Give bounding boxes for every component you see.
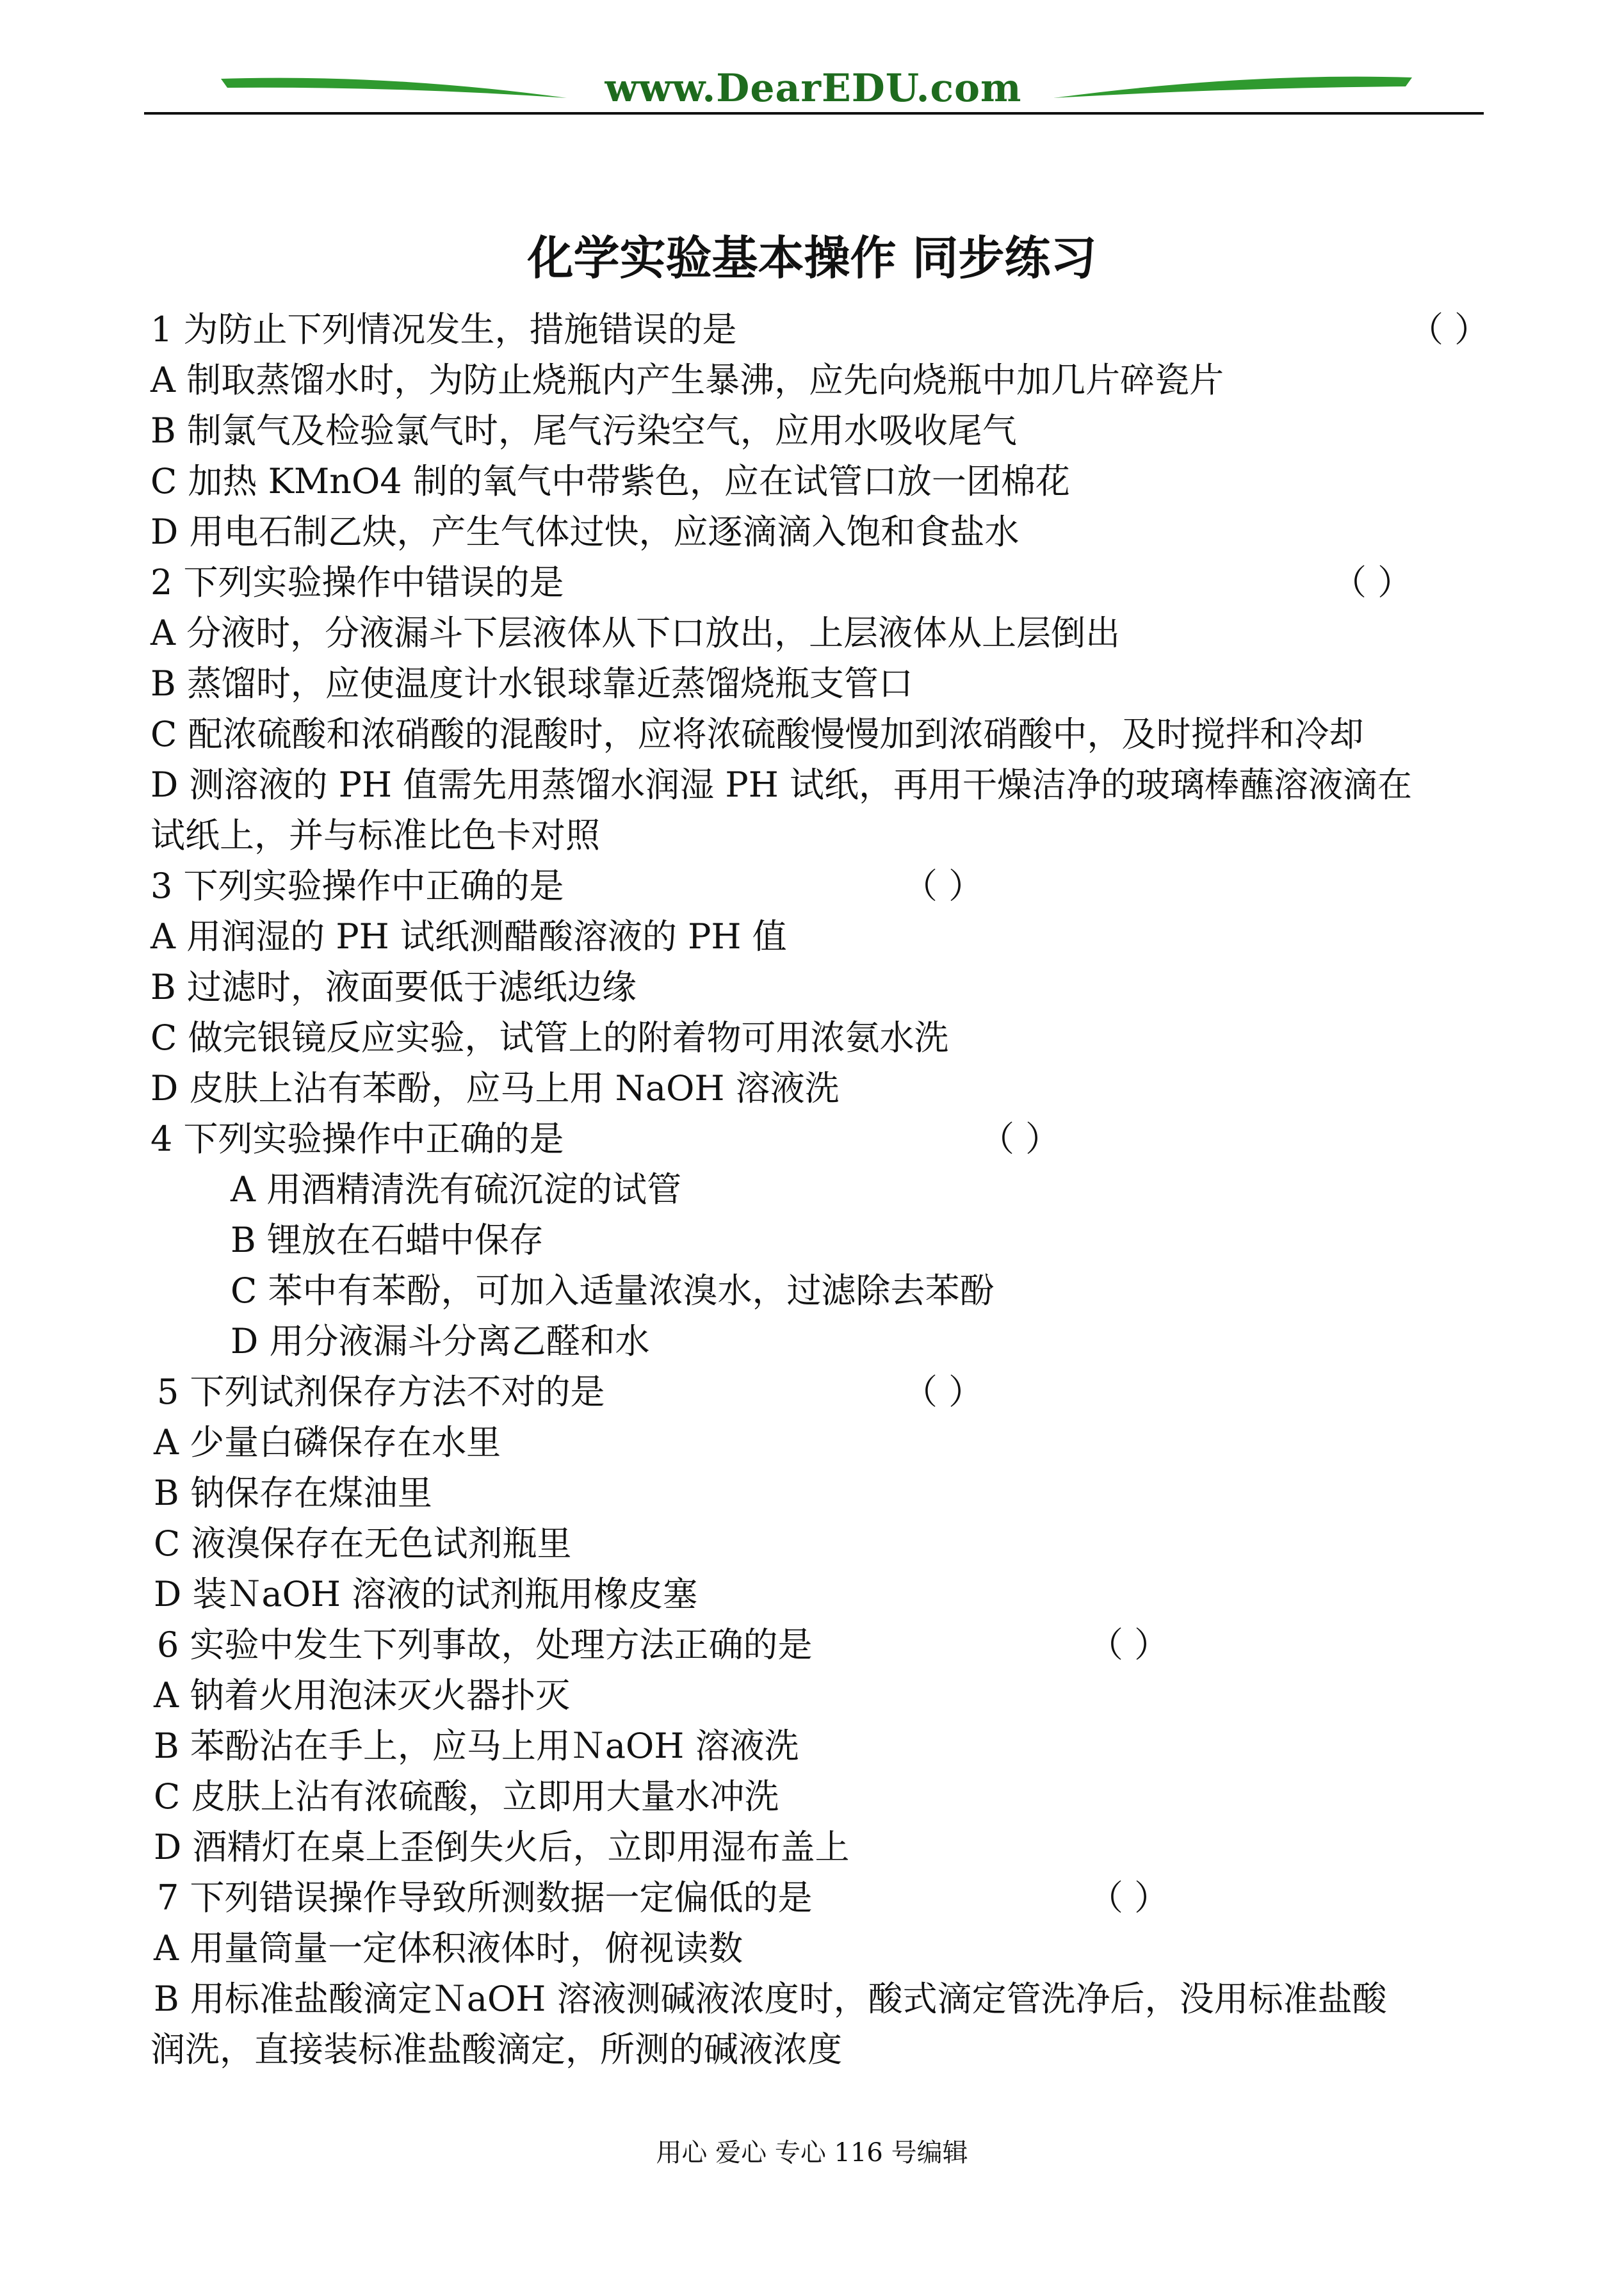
question-6-option-d: D 酒精灯在桌上歪倒失火后，立即用湿布盖上 (154, 1827, 850, 1867)
question-2-bracket: （ ） (1332, 562, 1413, 603)
question-1-option-d: D 用电石制乙炔，产生气体过快，应逐滴滴入饱和食盐水 (150, 512, 1019, 552)
question-6-option-a: A 钠着火用泡沫灭火器扑灭 (154, 1675, 571, 1715)
question-1-option-a: A 制取蒸馏水时，为防止烧瓶内产生暴沸，应先向烧瓶中加几片碎瓷片 (150, 360, 1224, 400)
question-7-option-b: B 用标准盐酸滴定ＮaOH 溶液测碱液浓度时，酸式滴定管洗净后，没用标准盐酸 (154, 1979, 1387, 2019)
question-3-option-d: D 皮肤上沾有苯酚，应马上用 NaOH 溶液洗 (150, 1068, 840, 1108)
page-footer: 用心 爱心 专心 116 号编辑 (656, 2138, 968, 2168)
question-1-option-c: C 加热 KMnO4 制的氧气中带紫色，应在试管口放一团棉花 (150, 461, 1070, 501)
question-3-bracket: （ ） (903, 866, 984, 906)
question-5-option-a: A 少量白磷保存在水里 (154, 1422, 501, 1463)
question-6-stem: 6 实验中发生下列事故，处理方法正确的是 (157, 1625, 813, 1665)
question-6-option-b: B 苯酚沾在手上，应马上用ＮaOH 溶液洗 (154, 1726, 799, 1766)
question-5-option-d: D 装ＮaOH 溶液的试剂瓶用橡皮塞 (154, 1574, 698, 1614)
question-7-bracket: （ ） (1089, 1877, 1169, 1918)
site-header (144, 61, 1482, 118)
header-rule (144, 112, 1484, 115)
question-3-option-b: B 过滤时，液面要低于滤纸边缘 (150, 967, 637, 1007)
page-title: 化学实验基本操作 同步练习 (527, 231, 1097, 285)
question-5-bracket: （ ） (903, 1372, 984, 1412)
question-1-bracket: （ ） (1409, 309, 1490, 350)
question-5-option-b: B 钠保存在煤油里 (154, 1473, 432, 1513)
site-logo-text: www.DearEDU.com (605, 66, 1022, 111)
question-3-option-c: C 做完银镜反应实验，试管上的附着物可用浓氨水洗 (150, 1018, 949, 1058)
question-3-option-a: A 用润湿的 PH 试纸测醋酸溶液的 PH 值 (150, 916, 787, 957)
question-4-stem: 4 下列实验操作中正确的是 (150, 1119, 564, 1159)
question-4-option-d: D 用分液漏斗分离乙醛和水 (231, 1321, 650, 1361)
question-2-option-b: B 蒸馏时，应使温度计水银球靠近蒸馏烧瓶支管口 (150, 663, 913, 704)
question-5-option-c: C 液溴保存在无色试剂瓶里 (154, 1523, 572, 1564)
question-1-option-b: B 制氯气及检验氯气时，尾气污染空气，应用水吸收尾气 (150, 410, 1017, 451)
question-7-option-b-cont: 润洗，直接装标准盐酸滴定，所测的碱液浓度 (150, 2029, 842, 2070)
question-7-option-a: A 用量筒量一定体积液体时，俯视读数 (154, 1928, 743, 1968)
question-1-stem: 1 为防止下列情况发生，措施错误的是 (150, 309, 737, 350)
question-5-stem: 5 下列试剂保存方法不对的是 (157, 1372, 605, 1412)
question-2-option-d: D 测溶液的 PH 值需先用蒸馏水润湿 PH 试纸，再用干燥洁净的玻璃棒蘸溶液滴在 (150, 765, 1412, 805)
question-2-stem: 2 下列实验操作中错误的是 (150, 562, 564, 603)
question-6-bracket: （ ） (1089, 1625, 1169, 1665)
question-2-option-a: A 分液时，分液漏斗下层液体从下口放出，上层液体从上层倒出 (150, 613, 1121, 653)
question-6-option-c: C 皮肤上沾有浓硫酸，立即用大量水冲洗 (154, 1776, 779, 1817)
question-4-option-a: A 用酒精清洗有硫沉淀的试管 (231, 1169, 682, 1210)
question-3-stem: 3 下列实验操作中正确的是 (150, 866, 564, 906)
question-7-stem: 7 下列错误操作导致所测数据一定偏低的是 (157, 1877, 813, 1918)
question-2-option-d-cont: 试纸上，并与标准比色卡对照 (150, 815, 600, 856)
question-4-option-c: C 苯中有苯酚，可加入适量浓溴水，过滤除去苯酚 (231, 1270, 995, 1311)
question-4-bracket: （ ） (980, 1119, 1060, 1159)
question-2-option-c: C 配浓硫酸和浓硝酸的混酸时，应将浓硫酸慢慢加到浓硝酸中，及时搅拌和冷却 (150, 714, 1364, 754)
question-4-option-b: B 锂放在石蜡中保存 (231, 1220, 544, 1260)
